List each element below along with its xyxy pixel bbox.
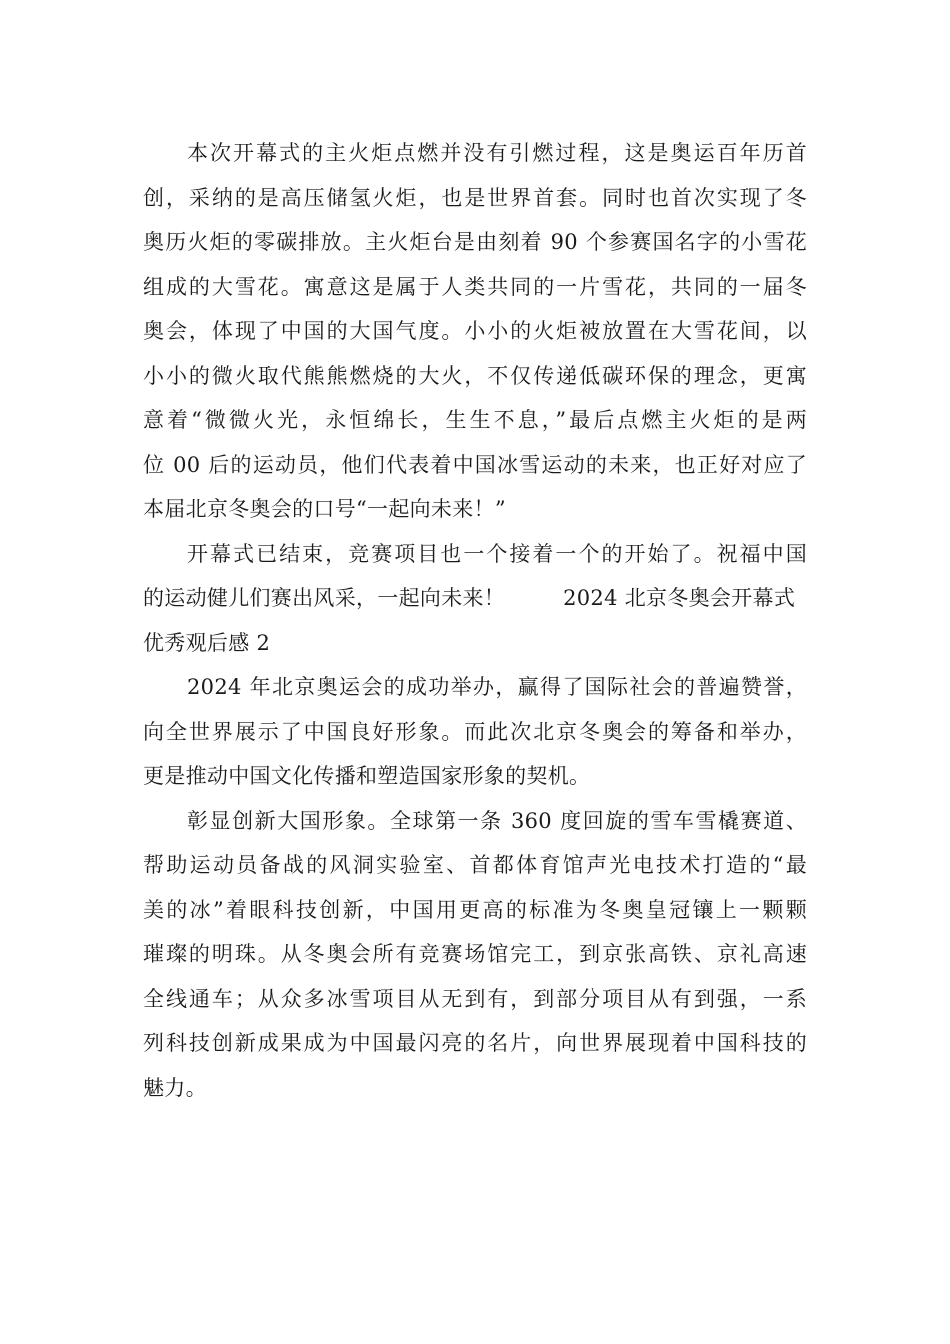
text-line: 小小的微火取代熊熊燃烧的大火，不仅传递低碳环保的理念，更寓 — [143, 363, 807, 388]
text-line — [143, 576, 807, 621]
text-line: 位 00 后的运动员，他们代表着中国冰雪运动的未来，也正好对应了 — [143, 452, 807, 477]
text-line: 璀璨的明珠。从冬奥会所有竞赛场馆完工，到京张高铁、京礼高速 — [143, 942, 807, 966]
paragraph-innovation — [143, 799, 807, 1111]
text-line: 美的冰”着眼科技创新，中国用更高的标准为冬奥皇冠镶上一颗颗 — [143, 897, 807, 922]
text-line: 创，采纳的是高压储氢火炬，也是世界首套。同时也首次实现了冬 — [143, 185, 807, 210]
text-line: 意着“微微火光，永恒绵长，生生不息，”最后点燃主火炬的是两 — [143, 408, 807, 432]
text-line: 彰显创新大国形象。全球第一条 360 度回旋的雪车雪橇赛道、 — [187, 808, 807, 833]
text-line: 向全世界展示了中国良好形象。而此次北京冬奥会的筹备和举办， — [143, 719, 807, 744]
paragraph-torch — [143, 131, 807, 532]
section-heading: 2024 北京冬奥会开幕式 — [563, 586, 796, 610]
text-line: 组成的大雪花。寓意这是属于人类共同的一片雪花，共同的一届冬 — [143, 274, 807, 299]
paragraph-olympics — [143, 665, 807, 799]
text-line: 奥历火炬的零碳排放。主火炬台是由刻着 90 个参赛国名字的小雪花 — [143, 230, 807, 254]
paragraph-closing — [143, 532, 807, 666]
text-fragment: 的运动健儿们赛出风采，一起向未来！ — [143, 586, 506, 610]
text-line: 开幕式已结束，竞赛项目也一个接着一个的开始了。祝福中国 — [187, 541, 807, 566]
text-line: 本届北京冬奥会的口号“一起向未来！” — [143, 497, 506, 521]
section-heading-line: 优秀观后感 2 — [143, 630, 271, 655]
text-line: 奥会，体现了中国的大国气度。小小的火炬被放置在大雪花间，以 — [143, 319, 807, 343]
document-body — [143, 131, 807, 1110]
text-line: 更是推动中国文化传播和塑造国家形象的契机。 — [143, 764, 591, 788]
text-line: 2024 年北京奥运会的成功举办，赢得了国际社会的普遍赞誉， — [187, 675, 807, 699]
text-line: 本次开幕式的主火炬点燃并没有引燃过程，这是奥运百年历首 — [187, 141, 807, 165]
text-line: 帮助运动员备战的风洞实验室、首都体育馆声光电技术打造的“最 — [143, 853, 807, 877]
text-line: 全线通车；从众多冰雪项目从无到有，到部分项目从有到强，一系 — [143, 986, 807, 1011]
text-line: 魅力。 — [143, 1075, 207, 1100]
text-line: 列科技创新成果成为中国最闪亮的名片，向世界展现着中国科技的 — [143, 1031, 807, 1055]
